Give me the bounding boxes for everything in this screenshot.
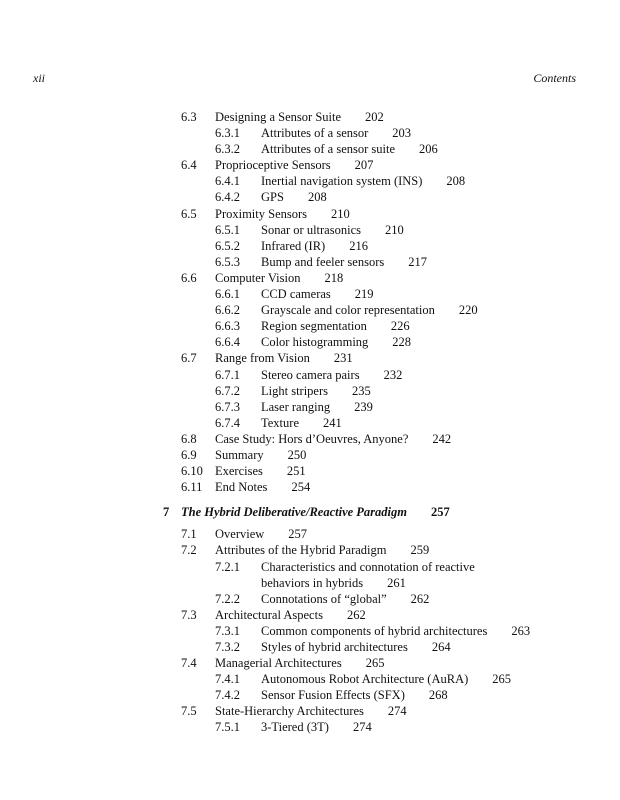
- toc-entry-number: 7.2: [181, 543, 197, 558]
- toc-entry-number: 6.3.2: [215, 142, 240, 157]
- toc-entry-title: [215, 655, 384, 671]
- toc-entry-title-text: Styles of hybrid architectures: [261, 640, 408, 654]
- toc-entry-page: 254: [291, 480, 311, 495]
- toc-entry-page: 232: [383, 367, 403, 382]
- toc-entry-title-text: Stereo camera pairs: [261, 367, 360, 382]
- toc-entry-number: 7.5: [181, 704, 197, 719]
- toc-entry-title-text: Sonar or ultrasonics: [261, 222, 361, 237]
- toc-entry-title-text: Attributes of the Hybrid Paradigm: [215, 543, 387, 558]
- toc-entry-page: 220: [458, 303, 478, 318]
- toc-entry-title: [181, 504, 450, 520]
- toc-entry-page: 274: [352, 720, 372, 735]
- toc-entry-number: 6.7.4: [215, 415, 240, 430]
- toc-entry-title-text: Exercises: [215, 464, 263, 479]
- toc-entry-title-text: Summary: [215, 447, 264, 462]
- toc-entry-title: [261, 687, 448, 703]
- toc-entry-page: 262: [346, 607, 366, 622]
- toc-entry-number: 7.4: [181, 656, 197, 671]
- toc-entry-title-text: Characteristics and connotation of reactive: [261, 559, 475, 574]
- toc-entry-page: 250: [287, 447, 307, 462]
- toc-entry-title-text: Bump and feeler sensors: [261, 254, 385, 269]
- toc-entry-title-text: Managerial Architectures: [215, 656, 342, 671]
- toc-entry-title: [215, 157, 373, 173]
- toc-entry: [0, 447, 620, 463]
- toc-entry-page: 202: [365, 110, 384, 124]
- toc-entry-title-text: Infrared (IR): [261, 238, 326, 253]
- toc-entry-title: [261, 639, 451, 655]
- toc-entry-title-text: Texture: [261, 415, 299, 430]
- toc-entry-title-text: End Notes: [215, 480, 268, 495]
- toc-entry-number: 7.3.1: [215, 623, 240, 638]
- toc-entry-page: 262: [410, 591, 430, 606]
- toc-entry-number: 7.3: [181, 607, 197, 622]
- toc-entry-title-text: State-Hierarchy Architectures: [215, 704, 364, 719]
- toc-entry-title-text: Designing a Sensor Suite: [215, 110, 342, 124]
- toc-entry-title: [261, 367, 402, 383]
- toc-entry-number: 7: [163, 505, 170, 520]
- toc-entry-title-text: Color histogramming: [261, 335, 369, 350]
- toc-entry: [0, 318, 620, 334]
- toc-entry-title: [261, 671, 511, 687]
- toc-entry-title-text: Common components of hybrid architectures: [261, 623, 488, 638]
- toc-entry-title: [215, 270, 343, 286]
- toc-entry-page: 265: [365, 656, 385, 671]
- toc-entry: [0, 141, 620, 157]
- toc-entry-title-text: Overview: [215, 527, 265, 542]
- toc-entry-page: 208: [307, 190, 327, 205]
- toc-entry-number: 6.6: [181, 270, 197, 285]
- toc-entry-number: 7.4.1: [215, 672, 240, 687]
- toc-entry-number: 6.5.2: [215, 238, 240, 253]
- toc-entry-number: 7.4.2: [215, 688, 240, 703]
- toc-entry-page: 210: [331, 206, 350, 221]
- toc-entry-number: 6.6.3: [215, 319, 240, 334]
- toc-entry: [0, 575, 620, 591]
- toc-entry-number: 6.3.1: [215, 126, 240, 141]
- toc-entry-title: [261, 125, 411, 141]
- toc-entry: [0, 671, 620, 687]
- toc-entry-number: 6.4.1: [215, 174, 240, 189]
- toc-entry-page: 261: [387, 575, 406, 590]
- toc-entry: [0, 639, 620, 655]
- toc-entry: [0, 302, 620, 318]
- toc-entry-title: [261, 286, 374, 302]
- toc-entry-page: 239: [354, 399, 373, 414]
- toc-entry-title-text: Region segmentation: [261, 319, 367, 334]
- toc-entry: [0, 173, 620, 189]
- toc-entry-title-text: Sensor Fusion Effects (SFX): [261, 688, 405, 703]
- toc-entry-number: 6.9: [181, 447, 197, 462]
- toc-entry: [0, 254, 620, 270]
- toc-entry-page: 207: [354, 158, 374, 173]
- toc-entry-page: 251: [286, 464, 306, 479]
- toc-entry: [0, 222, 620, 238]
- toc-entry: [0, 286, 620, 302]
- toc-entry-title: [261, 415, 342, 431]
- toc-entry-number: 6.6.1: [215, 287, 240, 302]
- toc-entry-number: 6.7.1: [215, 367, 240, 382]
- toc-entry-number: 7.5.1: [215, 720, 240, 735]
- toc-entry-page: 210: [384, 222, 404, 237]
- toc-entry-title: [261, 575, 406, 591]
- toc-entry-page: 203: [392, 126, 412, 141]
- toc-entry-title-text: Light stripers: [261, 383, 329, 398]
- toc-entry: [0, 367, 620, 383]
- toc-entry-page: 241: [323, 415, 342, 430]
- toc-entry: [0, 415, 620, 431]
- toc-entry-number: 6.5: [181, 206, 197, 221]
- toc-entry-title: [215, 703, 407, 719]
- toc-entry-title-text: Computer Vision: [215, 270, 301, 285]
- toc-entry-number: 7.2.1: [215, 559, 240, 574]
- toc-entry-title: [261, 399, 373, 415]
- toc-entry-title-text: Laser ranging: [261, 399, 331, 414]
- toc-entry-title-text: Range from Vision: [215, 351, 310, 366]
- toc-entry-title-text: Connotations of “global”: [261, 591, 387, 606]
- toc-entry-page: 264: [431, 640, 451, 654]
- toc-entry: [0, 526, 620, 542]
- toc-entry-title: [261, 254, 427, 270]
- toc-entry: [0, 399, 620, 415]
- toc-entry-title-text: Case Study: Hors d’Oeuvres, Anyone?: [215, 431, 409, 446]
- toc-entry-number: 6.4.2: [215, 190, 240, 205]
- page-number: xii: [33, 71, 45, 85]
- toc-entry-number: 6.8: [181, 431, 197, 446]
- toc-entry-title: [215, 350, 353, 366]
- running-title: Contents: [533, 71, 576, 85]
- toc-entry: [0, 350, 620, 366]
- toc-entry-number: 7.1: [181, 527, 197, 542]
- toc-entry-title-text: Grayscale and color representation: [261, 303, 435, 318]
- toc-entry: [0, 703, 620, 719]
- toc-entry-page: 257: [288, 527, 308, 542]
- toc-entry-title-text: Attributes of a sensor suite: [261, 142, 396, 157]
- toc-entry-page: 268: [428, 688, 448, 703]
- toc-entry-number: 6.11: [181, 480, 203, 495]
- toc-entry: [0, 109, 620, 125]
- toc-entry-title: [261, 591, 429, 607]
- toc-entry-title: [215, 542, 429, 558]
- toc-entry-page: 226: [390, 319, 410, 334]
- toc-entry: [0, 463, 620, 479]
- toc-entry: [0, 591, 620, 607]
- toc-entry-title-text: behaviors in hybrids: [261, 575, 364, 590]
- toc-entry-title: [261, 383, 371, 399]
- toc-entry-title: [215, 206, 350, 222]
- toc-entry-title: [215, 463, 306, 479]
- toc-entry-number: 6.4: [181, 158, 197, 173]
- toc-entry-title-text: Architectural Aspects: [215, 607, 323, 622]
- toc-entry-number: 6.5.3: [215, 254, 240, 269]
- toc-entry-number: 7.2.2: [215, 591, 240, 606]
- toc-entry-title: [261, 623, 530, 639]
- toc-entry: [0, 431, 620, 447]
- toc-entry: [0, 607, 620, 623]
- toc-entry-page: 208: [446, 174, 466, 189]
- toc-entry-page: 217: [408, 254, 427, 269]
- toc-entry: [0, 270, 620, 286]
- toc-entry-title-text: Inertial navigation system (INS): [261, 174, 423, 189]
- toc-entry-page: 242: [432, 431, 452, 446]
- toc-entry-title: [215, 526, 307, 542]
- toc-entry-page: 206: [419, 142, 438, 157]
- toc-entry-title: [261, 222, 404, 238]
- toc-entry: [0, 655, 620, 671]
- toc-entry-number: 6.6.4: [215, 335, 240, 350]
- toc-entry-number: 6.6.2: [215, 303, 240, 318]
- toc-entry-title: [261, 189, 327, 205]
- toc-entry-page: 257: [431, 505, 450, 520]
- toc-entry-number: 6.3: [181, 110, 197, 124]
- toc-entry-number: 6.5.1: [215, 222, 240, 237]
- toc-entry: [0, 687, 620, 703]
- toc-entry-title-text: 3-Tiered (3T): [261, 720, 329, 735]
- toc-entry-page: 216: [349, 238, 368, 253]
- toc-entry-page: 265: [492, 672, 512, 687]
- toc-entry-title-text: CCD cameras: [261, 287, 331, 302]
- toc-chapter-entry: [0, 504, 620, 520]
- toc-entry-title: [215, 447, 306, 463]
- toc-entry-title-text: Proximity Sensors: [215, 206, 308, 221]
- toc-entry-number: 7.3.2: [215, 640, 240, 654]
- toc-entry: [0, 189, 620, 205]
- table-of-contents: [0, 109, 620, 736]
- toc-entry-title-text: Attributes of a sensor: [261, 126, 369, 141]
- toc-entry-page: 218: [324, 270, 344, 285]
- toc-entry-title: [261, 334, 411, 350]
- toc-entry-title: [215, 109, 384, 125]
- toc-entry-title: [261, 559, 499, 575]
- toc-entry-title: [261, 173, 465, 189]
- toc-entry-title: [215, 479, 310, 495]
- toc-entry-title-text: GPS: [261, 190, 284, 205]
- toc-entry-page: 231: [333, 351, 353, 366]
- toc-entry-title: [215, 607, 366, 623]
- toc-entry: [0, 559, 620, 575]
- toc-entry: [0, 125, 620, 141]
- toc-entry-title: [261, 238, 368, 254]
- toc-entry-number: 6.7.3: [215, 399, 240, 414]
- toc-entry-title: [261, 141, 438, 157]
- toc-entry: [0, 479, 620, 495]
- toc-entry-page: 259: [410, 543, 430, 558]
- toc-entry-title-text: Proprioceptive Sensors: [215, 158, 331, 173]
- toc-entry-title: [261, 318, 410, 334]
- toc-entry: [0, 238, 620, 254]
- toc-entry: [0, 719, 620, 735]
- toc-entry-title: [261, 302, 478, 318]
- toc-entry-title: [215, 431, 451, 447]
- toc-entry-page: 228: [392, 335, 412, 350]
- toc-entry: [0, 206, 620, 222]
- toc-entry-page: 263: [511, 623, 531, 638]
- toc-entry-title-text: The Hybrid Deliberative/Reactive Paradigm: [181, 505, 407, 520]
- toc-entry: [0, 383, 620, 399]
- toc-entry-page: 274: [387, 704, 407, 719]
- toc-entry: [0, 334, 620, 350]
- toc-entry: [0, 623, 620, 639]
- toc-entry-number: 6.7.2: [215, 383, 240, 398]
- toc-entry-title: [261, 719, 372, 735]
- toc-entry-page: 219: [354, 287, 374, 302]
- toc-entry-title-text: Autonomous Robot Architecture (AuRA): [261, 672, 469, 687]
- toc-entry: [0, 542, 620, 558]
- toc-entry-number: 6.10: [181, 464, 203, 479]
- toc-entry-number: 6.7: [181, 351, 197, 366]
- toc-entry-page: 235: [352, 383, 371, 398]
- toc-entry: [0, 157, 620, 173]
